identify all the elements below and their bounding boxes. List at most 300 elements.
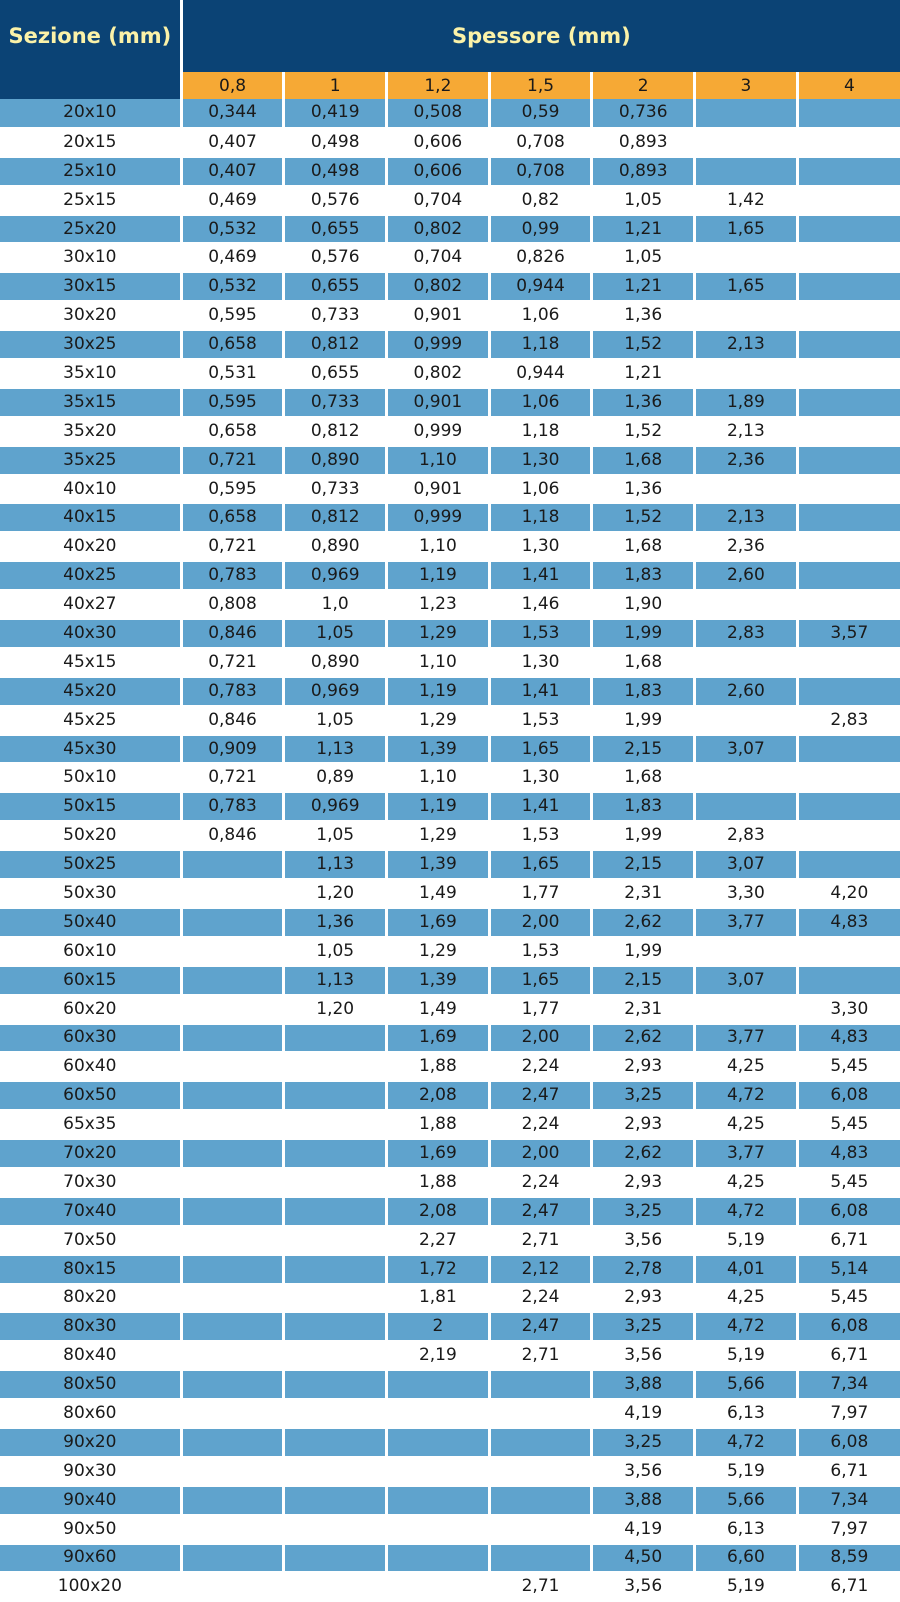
table-row <box>0 446 900 475</box>
weight-cell: 1,36 <box>592 388 695 417</box>
table-row <box>0 937 900 966</box>
weight-cell: 2,00 <box>489 908 592 937</box>
weight-cell: 2,24 <box>489 1110 592 1139</box>
weight-cell <box>797 99 900 128</box>
weight-cell <box>489 1370 592 1399</box>
section-cell: 30x25 <box>0 330 181 359</box>
weight-cell: 0,469 <box>181 243 284 272</box>
weight-cell: 1,18 <box>489 503 592 532</box>
weight-cell: 2,13 <box>695 503 798 532</box>
weight-cell: 3,07 <box>695 735 798 764</box>
weight-cell: 1,52 <box>592 417 695 446</box>
weight-cell: 3,07 <box>695 850 798 879</box>
weight-cell <box>797 186 900 215</box>
weight-cell <box>284 1370 387 1399</box>
weight-cell: 1,05 <box>284 706 387 735</box>
weight-cell: 2,83 <box>797 706 900 735</box>
table-row <box>0 1081 900 1110</box>
section-cell: 50x40 <box>0 908 181 937</box>
weight-cell <box>797 735 900 764</box>
weight-cell: 0,802 <box>387 215 490 244</box>
table-row <box>0 301 900 330</box>
weight-cell: 1,41 <box>489 792 592 821</box>
weight-cell: 0,658 <box>181 330 284 359</box>
weight-cell: 0,999 <box>387 330 490 359</box>
weight-cell: 1,06 <box>489 475 592 504</box>
weight-cell: 1,68 <box>592 763 695 792</box>
weight-cell: 1,29 <box>387 619 490 648</box>
table-row <box>0 1399 900 1428</box>
table-row <box>0 995 900 1024</box>
weight-cell: 1,05 <box>284 619 387 648</box>
weight-cell <box>284 1081 387 1110</box>
weight-cell: 1,21 <box>592 272 695 301</box>
weight-cell: 7,97 <box>797 1399 900 1428</box>
weight-cell <box>797 446 900 475</box>
weight-cell <box>797 763 900 792</box>
weight-cell: 3,56 <box>592 1341 695 1370</box>
weight-cell: 0,595 <box>181 475 284 504</box>
section-header: Sezione (mm) <box>0 0 181 72</box>
weight-cell: 1,65 <box>695 272 798 301</box>
table-row <box>0 157 900 186</box>
weight-cell: 2,93 <box>592 1110 695 1139</box>
weight-cell: 1,88 <box>387 1110 490 1139</box>
weight-cell <box>181 1139 284 1168</box>
section-cell: 70x50 <box>0 1226 181 1255</box>
weight-cell <box>797 966 900 995</box>
weight-cell: 5,66 <box>695 1486 798 1515</box>
table-row <box>0 879 900 908</box>
table-row <box>0 1312 900 1341</box>
weight-cell: 2,15 <box>592 966 695 995</box>
weight-cell: 0,721 <box>181 532 284 561</box>
weight-cell: 1,52 <box>592 330 695 359</box>
weight-cell: 3,77 <box>695 1024 798 1053</box>
weight-cell: 4,25 <box>695 1168 798 1197</box>
weight-cell: 1,89 <box>695 388 798 417</box>
weight-cell: 1,19 <box>387 677 490 706</box>
weight-cell: 0,708 <box>489 128 592 157</box>
table-row <box>0 1284 900 1313</box>
thickness-column-header: 4 <box>797 72 900 99</box>
section-cell: 20x15 <box>0 128 181 157</box>
table-row <box>0 763 900 792</box>
weight-cell <box>284 1110 387 1139</box>
section-cell: 30x20 <box>0 301 181 330</box>
weight-cell <box>695 706 798 735</box>
weight-cell: 2,31 <box>592 995 695 1024</box>
weight-cell: 2,15 <box>592 735 695 764</box>
weight-cell: 1,99 <box>592 706 695 735</box>
section-cell: 65x35 <box>0 1110 181 1139</box>
table-body <box>0 99 900 1601</box>
table-row <box>0 792 900 821</box>
table-row <box>0 1428 900 1457</box>
weight-cell <box>695 590 798 619</box>
weight-cell <box>181 1197 284 1226</box>
weight-cell: 2,93 <box>592 1168 695 1197</box>
weight-cell: 1,53 <box>489 619 592 648</box>
weight-cell: 2,24 <box>489 1284 592 1313</box>
weight-cell: 0,812 <box>284 330 387 359</box>
weight-cell: 0,469 <box>181 186 284 215</box>
weight-cell: 0,704 <box>387 186 490 215</box>
weight-cell: 4,19 <box>592 1515 695 1544</box>
weight-cell: 1,65 <box>695 215 798 244</box>
weight-cell: 1,53 <box>489 706 592 735</box>
weight-cell <box>181 966 284 995</box>
weight-cell: 0,733 <box>284 301 387 330</box>
weight-cell: 4,19 <box>592 1399 695 1428</box>
weight-cell: 1,99 <box>592 821 695 850</box>
weight-cell: 5,66 <box>695 1370 798 1399</box>
weight-cell: 8,59 <box>797 1544 900 1573</box>
weight-cell <box>797 301 900 330</box>
weight-cell: 1,13 <box>284 735 387 764</box>
weight-cell: 6,08 <box>797 1081 900 1110</box>
weight-cell <box>387 1370 490 1399</box>
weight-cell: 5,19 <box>695 1226 798 1255</box>
weight-cell: 2,78 <box>592 1255 695 1284</box>
thickness-column-header: 1,2 <box>387 72 490 99</box>
weight-cell: 0,846 <box>181 706 284 735</box>
weight-cell: 5,14 <box>797 1255 900 1284</box>
section-cell: 70x30 <box>0 1168 181 1197</box>
weight-cell <box>797 937 900 966</box>
table-row <box>0 561 900 590</box>
section-cell: 80x20 <box>0 1284 181 1313</box>
section-cell: 30x15 <box>0 272 181 301</box>
weight-cell: 0,655 <box>284 359 387 388</box>
weight-cell: 0,576 <box>284 243 387 272</box>
weight-cell: 0,969 <box>284 561 387 590</box>
weight-cell <box>797 243 900 272</box>
weight-cell: 3,25 <box>592 1312 695 1341</box>
weight-cell: 0,890 <box>284 648 387 677</box>
weight-cell: 7,34 <box>797 1370 900 1399</box>
weight-cell: 1,68 <box>592 532 695 561</box>
weight-cell: 1,20 <box>284 995 387 1024</box>
weight-cell: 1,65 <box>489 966 592 995</box>
weight-cell: 1,53 <box>489 937 592 966</box>
table-row <box>0 966 900 995</box>
weight-cell: 1,68 <box>592 446 695 475</box>
weight-cell <box>181 1024 284 1053</box>
weight-cell: 1,90 <box>592 590 695 619</box>
weight-cell <box>181 1370 284 1399</box>
weight-cell: 1,41 <box>489 561 592 590</box>
weight-cell: 1,0 <box>284 590 387 619</box>
weight-cell <box>284 1544 387 1573</box>
weight-cell <box>181 937 284 966</box>
weight-cell: 4,01 <box>695 1255 798 1284</box>
weight-cell <box>489 1457 592 1486</box>
weight-cell: 0,606 <box>387 128 490 157</box>
weight-cell: 1,19 <box>387 792 490 821</box>
section-cell: 90x50 <box>0 1515 181 1544</box>
weight-cell: 0,890 <box>284 532 387 561</box>
weight-cell <box>284 1197 387 1226</box>
weight-cell <box>797 792 900 821</box>
weight-cell <box>181 1081 284 1110</box>
weight-cell: 0,595 <box>181 301 284 330</box>
table-row <box>0 590 900 619</box>
weight-cell <box>797 648 900 677</box>
weight-cell: 1,06 <box>489 388 592 417</box>
table-row <box>0 677 900 706</box>
table-row <box>0 648 900 677</box>
weight-cell: 5,19 <box>695 1341 798 1370</box>
weight-cell: 2,83 <box>695 619 798 648</box>
weight-cell: 0,531 <box>181 359 284 388</box>
section-cell: 50x10 <box>0 763 181 792</box>
thickness-column-header: 3 <box>695 72 798 99</box>
weight-cell: 4,83 <box>797 1139 900 1168</box>
weight-cell <box>181 1457 284 1486</box>
weight-cell: 1,18 <box>489 417 592 446</box>
table-row <box>0 1197 900 1226</box>
weight-cell: 0,99 <box>489 215 592 244</box>
weight-cell: 1,39 <box>387 966 490 995</box>
weight-cell: 2,62 <box>592 908 695 937</box>
weight-cell: 2,62 <box>592 1139 695 1168</box>
weight-cell: 1,68 <box>592 648 695 677</box>
weight-cell: 0,606 <box>387 157 490 186</box>
weight-cell: 4,83 <box>797 1024 900 1053</box>
weight-cell <box>181 1572 284 1601</box>
weight-cell: 0,846 <box>181 821 284 850</box>
weight-cell: 1,10 <box>387 446 490 475</box>
weight-cell: 1,99 <box>592 619 695 648</box>
weight-cell: 2,24 <box>489 1168 592 1197</box>
weight-cell <box>695 475 798 504</box>
weight-cell <box>284 1572 387 1601</box>
weight-cell: 1,21 <box>592 359 695 388</box>
weight-cell: 1,49 <box>387 879 490 908</box>
weight-cell: 2,93 <box>592 1052 695 1081</box>
weight-cell: 0,704 <box>387 243 490 272</box>
weight-cell: 1,88 <box>387 1168 490 1197</box>
weight-cell: 0,783 <box>181 792 284 821</box>
weight-cell: 4,72 <box>695 1428 798 1457</box>
weight-cell <box>284 1515 387 1544</box>
weight-cell <box>181 1399 284 1428</box>
weight-cell: 2,71 <box>489 1572 592 1601</box>
weight-cell: 2,71 <box>489 1341 592 1370</box>
weight-cell: 0,783 <box>181 561 284 590</box>
weight-cell <box>797 677 900 706</box>
weight-cell: 1,18 <box>489 330 592 359</box>
weight-cell <box>284 1428 387 1457</box>
weight-cell: 1,05 <box>592 186 695 215</box>
weight-cell: 2,60 <box>695 561 798 590</box>
table-row <box>0 417 900 446</box>
section-cell: 70x40 <box>0 1197 181 1226</box>
section-cell: 90x60 <box>0 1544 181 1573</box>
weight-cell: 0,655 <box>284 272 387 301</box>
section-cell: 35x10 <box>0 359 181 388</box>
weight-cell: 1,83 <box>592 677 695 706</box>
section-cell: 60x30 <box>0 1024 181 1053</box>
weight-cell: 2,13 <box>695 417 798 446</box>
section-cell: 60x50 <box>0 1081 181 1110</box>
weight-cell: 2,19 <box>387 1341 490 1370</box>
section-cell: 40x20 <box>0 532 181 561</box>
weight-cell <box>797 272 900 301</box>
weight-cell: 0,812 <box>284 417 387 446</box>
weight-cell <box>181 995 284 1024</box>
weight-cell: 6,71 <box>797 1572 900 1601</box>
weight-cell: 2,31 <box>592 879 695 908</box>
thickness-column-header: 0,8 <box>181 72 284 99</box>
weight-cell: 2,47 <box>489 1197 592 1226</box>
weight-cell: 0,59 <box>489 99 592 128</box>
weight-cell: 2,71 <box>489 1226 592 1255</box>
weight-cell <box>797 215 900 244</box>
section-header-spacer <box>0 72 181 99</box>
weight-cell: 0,812 <box>284 503 387 532</box>
weight-cell: 7,34 <box>797 1486 900 1515</box>
weight-cell <box>284 1457 387 1486</box>
weight-cell <box>387 1399 490 1428</box>
table-row <box>0 908 900 937</box>
weight-cell: 4,20 <box>797 879 900 908</box>
weight-cell: 1,10 <box>387 763 490 792</box>
section-cell: 90x40 <box>0 1486 181 1515</box>
weight-cell <box>797 388 900 417</box>
weight-cell <box>695 243 798 272</box>
weight-cell: 0,655 <box>284 215 387 244</box>
section-cell: 80x15 <box>0 1255 181 1284</box>
weight-cell: 1,05 <box>592 243 695 272</box>
table-row <box>0 359 900 388</box>
weight-cell: 2,15 <box>592 850 695 879</box>
table-row <box>0 1139 900 1168</box>
weight-cell <box>284 1024 387 1053</box>
weight-cell: 0,802 <box>387 359 490 388</box>
table-row <box>0 215 900 244</box>
weight-cell: 3,25 <box>592 1081 695 1110</box>
weight-cell: 0,733 <box>284 475 387 504</box>
weight-cell: 0,808 <box>181 590 284 619</box>
section-cell: 60x15 <box>0 966 181 995</box>
weight-cell <box>797 359 900 388</box>
table-row <box>0 735 900 764</box>
weight-cell: 1,49 <box>387 995 490 1024</box>
weight-cell: 0,576 <box>284 186 387 215</box>
weight-cell: 0,846 <box>181 619 284 648</box>
weight-cell: 3,56 <box>592 1457 695 1486</box>
weight-cell <box>797 128 900 157</box>
section-cell: 30x10 <box>0 243 181 272</box>
weight-cell: 0,999 <box>387 503 490 532</box>
weight-cell: 6,13 <box>695 1515 798 1544</box>
weight-cell <box>489 1544 592 1573</box>
weight-cell <box>797 503 900 532</box>
weight-cell <box>284 1168 387 1197</box>
weight-cell: 2,12 <box>489 1255 592 1284</box>
weight-cell: 1,29 <box>387 706 490 735</box>
weight-cell: 1,81 <box>387 1284 490 1313</box>
weight-cell: 1,42 <box>695 186 798 215</box>
table-row <box>0 532 900 561</box>
section-cell: 80x40 <box>0 1341 181 1370</box>
weight-cell: 2,27 <box>387 1226 490 1255</box>
weight-cell: 1,36 <box>284 908 387 937</box>
header-row <box>0 0 900 72</box>
section-cell: 25x20 <box>0 215 181 244</box>
weight-cell <box>181 1544 284 1573</box>
weight-cell: 1,65 <box>489 850 592 879</box>
thickness-column-header: 1,5 <box>489 72 592 99</box>
weight-cell: 1,69 <box>387 1024 490 1053</box>
section-cell: 35x15 <box>0 388 181 417</box>
weight-cell: 0,999 <box>387 417 490 446</box>
weight-cell: 1,30 <box>489 446 592 475</box>
weight-cell: 2,93 <box>592 1284 695 1313</box>
section-cell: 45x20 <box>0 677 181 706</box>
weight-cell <box>181 908 284 937</box>
section-cell: 50x30 <box>0 879 181 908</box>
section-cell: 40x10 <box>0 475 181 504</box>
weight-cell: 1,13 <box>284 850 387 879</box>
weight-cell: 0,344 <box>181 99 284 128</box>
weight-cell <box>695 648 798 677</box>
weight-cell: 0,901 <box>387 301 490 330</box>
weight-cell <box>695 792 798 821</box>
weight-cell: 0,498 <box>284 128 387 157</box>
weight-cell: 0,901 <box>387 475 490 504</box>
weight-cell: 1,77 <box>489 995 592 1024</box>
weight-cell <box>284 1399 387 1428</box>
weight-cell <box>284 1226 387 1255</box>
table-row <box>0 1370 900 1399</box>
section-cell: 45x30 <box>0 735 181 764</box>
weight-cell: 4,83 <box>797 908 900 937</box>
table-row <box>0 1110 900 1139</box>
weight-cell <box>695 359 798 388</box>
weight-cell: 1,41 <box>489 677 592 706</box>
weight-cell <box>695 763 798 792</box>
section-cell: 40x27 <box>0 590 181 619</box>
weight-cell <box>797 157 900 186</box>
section-cell: 90x30 <box>0 1457 181 1486</box>
weight-cell: 3,88 <box>592 1486 695 1515</box>
weight-cell: 3,07 <box>695 966 798 995</box>
weight-cell: 1,77 <box>489 879 592 908</box>
section-cell: 40x30 <box>0 619 181 648</box>
weight-cell: 6,60 <box>695 1544 798 1573</box>
table-row <box>0 1024 900 1053</box>
weight-cell <box>387 1544 490 1573</box>
weight-cell: 0,721 <box>181 648 284 677</box>
weight-cell: 6,71 <box>797 1226 900 1255</box>
weight-cell: 1,05 <box>284 937 387 966</box>
section-cell: 40x25 <box>0 561 181 590</box>
weight-cell: 4,25 <box>695 1052 798 1081</box>
weight-cell <box>489 1428 592 1457</box>
weight-cell: 1,10 <box>387 648 490 677</box>
weight-cell: 0,498 <box>284 157 387 186</box>
weight-cell <box>387 1457 490 1486</box>
table-row <box>0 1341 900 1370</box>
weight-cell: 1,29 <box>387 937 490 966</box>
section-cell: 25x15 <box>0 186 181 215</box>
weight-cell: 2,83 <box>695 821 798 850</box>
table-row <box>0 619 900 648</box>
section-cell: 40x15 <box>0 503 181 532</box>
